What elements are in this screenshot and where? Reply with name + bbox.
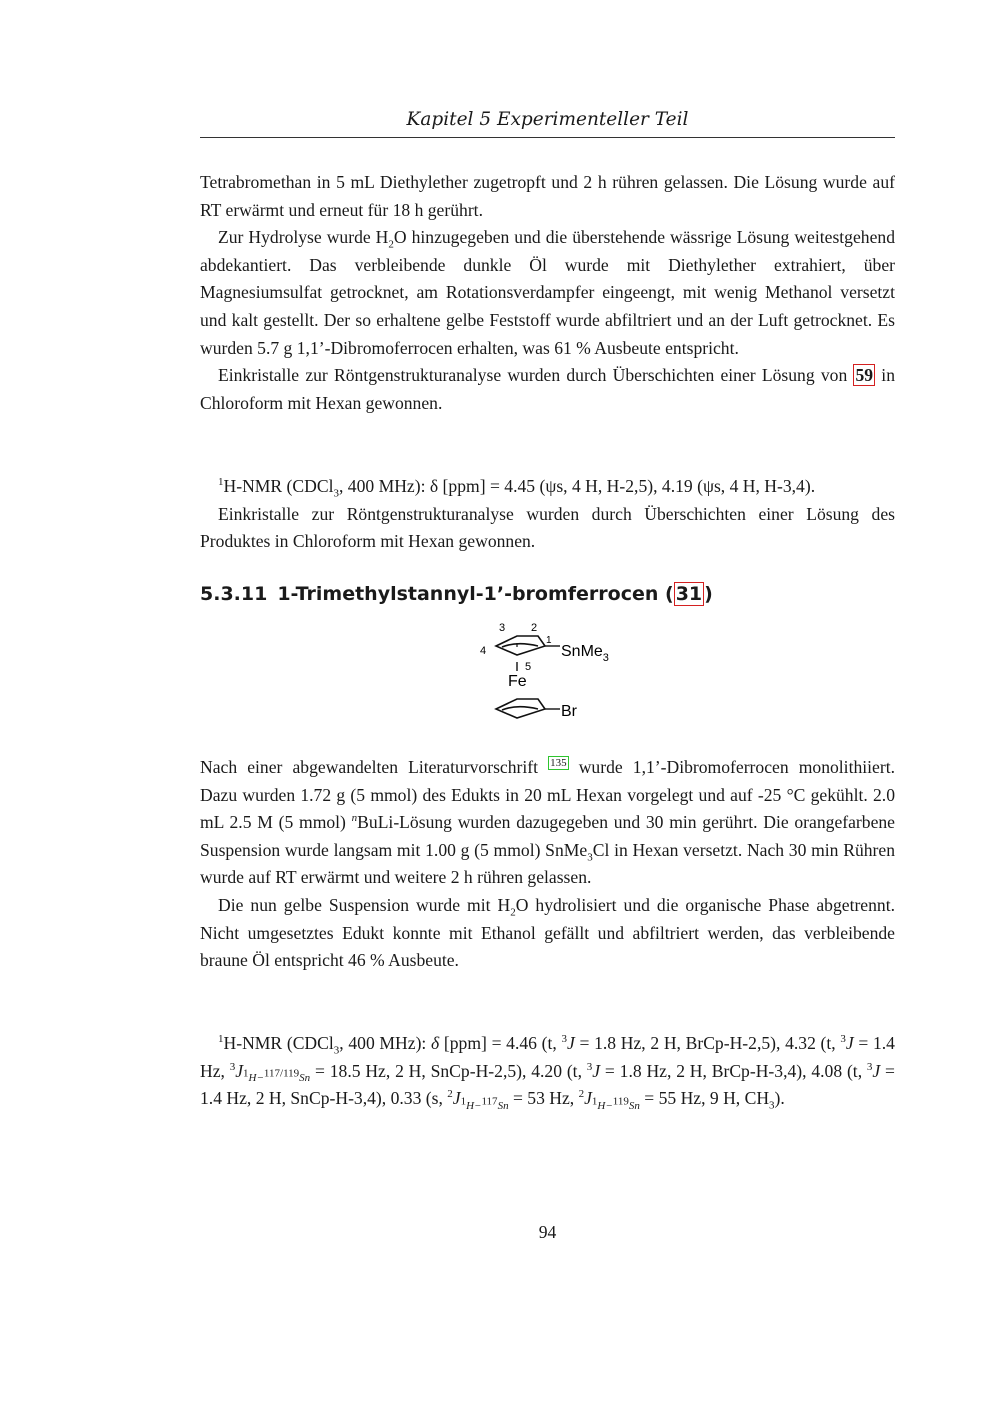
superscript: 1 <box>218 1033 224 1046</box>
text-run: Sn <box>628 1099 640 1112</box>
text-run: = 55 Hz, 9 H, CH <box>639 1088 770 1109</box>
subscript <box>243 1067 311 1085</box>
position-label-5: 5 <box>525 661 532 673</box>
subscript: 3 <box>333 487 339 500</box>
compound-ref-link[interactable]: 59 <box>855 365 874 386</box>
page-number: 94 <box>538 1222 557 1242</box>
text-run: = 1.8 Hz, 2 H, BrCp-H-2,5), 4.32 (t, <box>574 1033 841 1053</box>
synthesis-paragraph-1 <box>200 754 895 892</box>
coupling-symbol: J <box>584 1088 592 1109</box>
page <box>200 0 895 1414</box>
ferrocene-structure <box>480 618 640 724</box>
text-run: Sn <box>497 1099 509 1112</box>
subscript <box>591 1095 640 1112</box>
section-heading <box>200 581 895 607</box>
section-title-text: 1-Trimethylstannyl-1’-bromferrocen ( <box>277 583 674 605</box>
coupling-symbol: J <box>235 1060 244 1081</box>
header-rule <box>200 137 895 138</box>
superscript: 3 <box>586 1060 593 1073</box>
text-run: = 1.4 Hz, <box>200 1033 895 1081</box>
text-run: [ppm] = 4.46 (t, <box>439 1033 562 1053</box>
nmr-data-paragraph <box>200 473 895 501</box>
text-run: = 18.5 Hz, 2 H, SnCp-H-2,5), 4.20 (t, <box>310 1060 587 1081</box>
subscript: 2 <box>510 906 516 919</box>
text-run: H-NMR (CDCl <box>223 1033 334 1053</box>
text-run: Cl in Hexan versetzt. Nach 30 min Rühren wurde auf RT erwärmt und weitere 2 h rühren gelassen. <box>200 839 895 888</box>
text-run: H− <box>466 1099 482 1112</box>
superscript: 1 <box>218 476 224 489</box>
section-number: 5.3.11 <box>200 583 268 605</box>
running-header: Kapitel 5 Experimenteller Teil <box>406 109 689 130</box>
text-run: Sn <box>299 1072 311 1085</box>
superscript: n <box>351 812 358 825</box>
text-run: Die nun gelbe Suspension wurde mit H <box>218 894 511 915</box>
position-label-3: 3 <box>499 622 506 634</box>
superscript: 3 <box>561 1033 567 1046</box>
superscript: 1 <box>460 1095 467 1108</box>
text-run: = 1.4 Hz, 2 H, SnCp-H-3,4), 0.33 (s, <box>200 1060 895 1109</box>
intro-paragraph-3 <box>200 362 895 417</box>
text-run: wurde 1,1’-Dibromoferrocen monolithiiert. Dazu wurden 1.72 g (5 mmol) des Edukts in 20 mL Hexan vorgelegt und auf -25 °C gekühlt. 2.0 mL 2.5 M (5 mmol) <box>200 757 895 833</box>
coupling-symbol: J <box>872 1060 881 1081</box>
br-label: Br <box>561 703 577 720</box>
subscript: 3 <box>587 851 593 864</box>
text-run: Nach einer abgewandelten Literaturvorschrift <box>200 757 549 777</box>
text-run: O hinzugegeben und die überstehende wässrige Lösung weitestgehend abdekantiert. Das verbleibende dunkle Öl wurde mit Diethylether extrahiert, über Magnesiumsulfat getrocknet, am Rotationsverdampfer eingeengt, mit wenig Methanol versetzt und kalt gestellt. Der so erhaltene gelbe Feststoff wurde abfiltriert und an der Luft getrocknet. Es wurden 5.7 g 1,1’-Dibromoferrocen erhalten, was 61 % Ausbeute entspricht. <box>200 227 895 358</box>
crystal-paragraph: Einkristalle zur Röntgenstrukturanalyse wurden durch Überschichten einer Lösung des Produktes in Chloroform mit Hexan gewonnen. <box>200 503 895 552</box>
sn-me3-label <box>561 643 609 664</box>
text-run: = 53 Hz, <box>508 1088 579 1109</box>
coupling-symbol: J <box>592 1060 601 1081</box>
text-run: H-NMR (CDCl <box>223 476 334 496</box>
coupling-symbol: J <box>452 1088 461 1109</box>
text-run: O hydrolisiert und die organische Phase abgetrennt. Nicht umgesetztes Edukt konnte mit Ethanol gefällt und abfiltriert werden, das verbleibende braune Öl entspricht 46 % Ausbeute. <box>200 894 895 971</box>
text-run: H− <box>248 1072 264 1085</box>
text-run: , 400 MHz): <box>339 1033 432 1053</box>
coupling-symbol: J <box>845 1033 854 1053</box>
fe-label: Fe <box>508 673 527 690</box>
subscript: 3 <box>769 1099 775 1112</box>
position-label-1: 1 <box>546 635 552 646</box>
synthesis-section <box>200 754 895 975</box>
nmr-section-2 <box>200 1030 895 1113</box>
text-run: H− <box>597 1099 613 1112</box>
text-run: BuLi-Lösung wurden dazugegeben und 30 min gerührt. Die orangefarbene Suspension wurde langsam mit 1.00 g (5 mmol) SnMe <box>200 812 895 860</box>
sn-subscript: 3 <box>602 652 609 664</box>
lower-ring-aromatic-arc <box>502 707 538 710</box>
delta-symbol: δ <box>431 1033 440 1053</box>
nmr-data-paragraph <box>200 1030 895 1113</box>
sn-label: SnMe <box>561 643 603 660</box>
citation-link[interactable]: 135 <box>550 757 567 769</box>
section-title-close: ) <box>704 583 713 605</box>
superscript: 119 <box>612 1095 629 1108</box>
position-label-4: 4 <box>480 645 487 657</box>
text-run: , 400 MHz): δ [ppm] = 4.45 (ψs, 4 H, H-2,5), 4.19 (ψs, 4 H, H-3,4). <box>338 476 816 496</box>
subscript: 3 <box>333 1044 340 1057</box>
coupling-symbol: J <box>566 1033 575 1053</box>
synthesis-paragraph-2 <box>200 892 895 975</box>
position-label-2: 2 <box>531 622 538 634</box>
intro-section <box>200 169 895 417</box>
superscript: 3 <box>840 1033 846 1046</box>
subscript <box>460 1095 509 1112</box>
superscript: 2 <box>578 1088 585 1101</box>
superscript: 1 <box>591 1095 598 1108</box>
superscript: 3 <box>866 1060 873 1073</box>
text-run: Zur Hydrolyse wurde H <box>218 227 389 248</box>
text-run: ). <box>774 1088 785 1109</box>
superscript: 117 <box>481 1095 498 1108</box>
superscript: 117/119 <box>263 1067 300 1080</box>
superscript: 1 <box>243 1067 249 1080</box>
compound-ref-link[interactable]: 31 <box>675 583 703 605</box>
subscript: 2 <box>388 238 394 251</box>
superscript: 2 <box>447 1088 453 1101</box>
intro-paragraph-2 <box>200 224 895 362</box>
text-run: Einkristalle zur Röntgenstrukturanalyse wurden durch Überschichten einer Lösung von <box>218 365 854 386</box>
superscript: 3 <box>229 1060 236 1073</box>
intro-paragraph-1: Tetrabromethan in 5 mL Diethylether zugetropft und 2 h rühren gelassen. Die Lösung wurde auf RT erwärmt und erneut für 18 h gerührt. <box>200 172 895 220</box>
text-run: = 1.8 Hz, 2 H, BrCp-H-3,4), 4.08 (t, <box>600 1060 867 1081</box>
nmr-section-1 <box>200 473 895 556</box>
text-run: in Chloroform mit Hexan gewonnen. <box>200 365 895 413</box>
upper-ring-aromatic-arc <box>502 644 538 647</box>
